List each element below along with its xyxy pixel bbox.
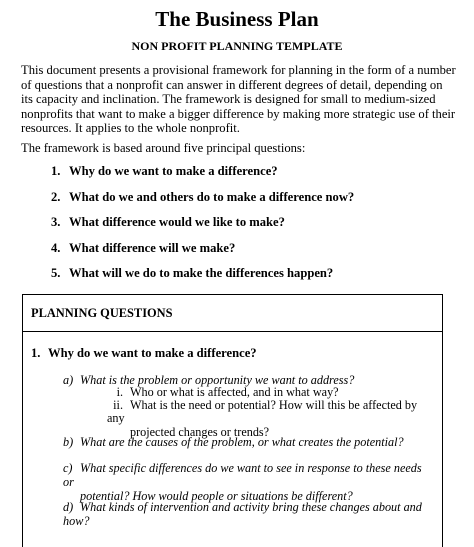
subquestion-c [63, 461, 433, 503]
subquestion-d [63, 500, 433, 528]
subquestion-a-item-ii [107, 399, 437, 439]
item-text: What is the need or potential? How will this be affected by any [107, 398, 418, 426]
question-text: Why do we want to make a difference? [69, 164, 278, 178]
question-number: 4. [51, 240, 61, 255]
subquestion-text: What is the problem or opportunity we want to address? [80, 373, 355, 387]
subquestion-b [63, 435, 433, 449]
subquestion-letter: b) [63, 435, 74, 449]
intro-paragraph: This document presents a provisional framework for planning in the form of a number of questions that a nonprofit can answer in different degrees of detail, depending on its capacity and inclination. The framework is designed for small to medium-sized nonprofits that want to make a bigger difference by making more strategic use of their resources. It applies to the whole nonprofit. [21, 63, 456, 136]
question-number: 5. [51, 266, 61, 280]
question-text: Why do we want to make a difference? [48, 346, 257, 360]
planning-questions-header-label: PLANNING QUESTIONS [31, 306, 173, 320]
principal-questions-list [51, 163, 354, 291]
item-text-continued: projected changes or trends? [130, 424, 270, 439]
subquestion-letter: a) [63, 373, 74, 387]
item-text: Who or what is affected, and in what way? [130, 385, 339, 399]
subquestion-letter: d) [63, 500, 74, 514]
question-number: 1. [51, 164, 61, 178]
subquestion-letter: c) [63, 461, 73, 475]
item-numeral: i. [116, 385, 123, 399]
principal-question [51, 265, 354, 291]
question-text: What difference will we make? [69, 240, 236, 255]
planning-questions-header [23, 295, 442, 332]
subquestion-text: What are the causes of the problem, or what creates the potential? [80, 435, 404, 449]
subquestion-text: What kinds of intervention and activity bring these changes about and how? [63, 500, 422, 528]
question-number: 1. [31, 346, 41, 360]
planning-questions-table [22, 294, 443, 547]
principal-question [51, 214, 354, 240]
subquestion-text: What specific differences do we want to see in response to these needs or [63, 461, 422, 489]
question-number: 2. [51, 189, 61, 204]
subquestion-text-continued: potential? How would people or situations be different? [80, 489, 353, 503]
question-text: What difference would we like to make? [69, 215, 285, 229]
item-numeral: ii. [113, 398, 123, 412]
question-text: What do we and others do to make a difference now? [69, 189, 355, 204]
question-number: 3. [51, 215, 61, 229]
planning-question-1 [31, 346, 257, 361]
principal-question [51, 240, 354, 266]
document-title: The Business Plan [155, 7, 319, 31]
document-subtitle: NON PROFIT PLANNING TEMPLATE [131, 39, 343, 53]
principal-question [51, 189, 354, 215]
principal-question [51, 163, 354, 189]
question-text: What will we do to make the differences happen? [69, 266, 334, 280]
framework-intro: The framework is based around five principal questions: [21, 141, 306, 155]
